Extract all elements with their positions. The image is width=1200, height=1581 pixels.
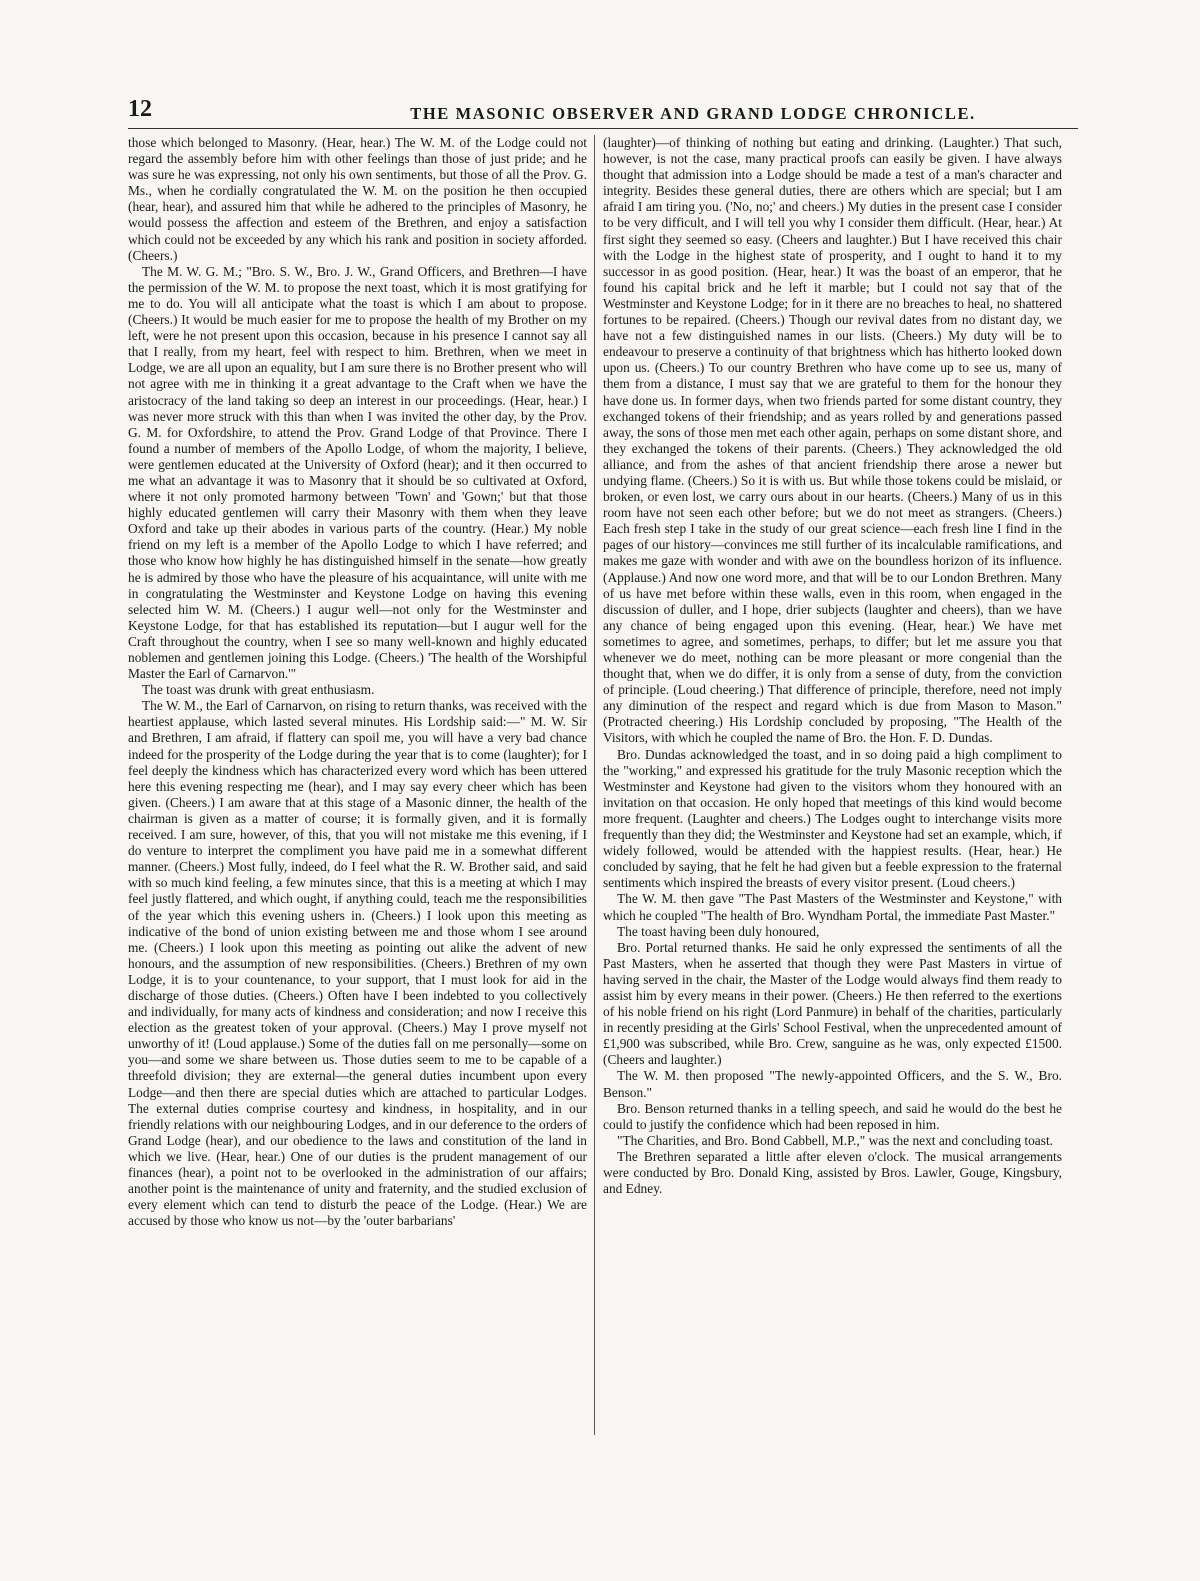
paragraph: The Brethren separated a little after eleven o'clock. The musical arrangements were conducted by Bro. Donald King, assisted by Bros. Lawler, Gouge, Kingsbury, and Edney. bbox=[603, 1148, 1062, 1197]
paragraph: The M. W. G. M.; "Bro. S. W., Bro. J. W., Grand Officers, and Brethren—I have the permission of the W. M. to propose the next toast, which it is most gratifying for me to do. You will all anticipate what the toast is which I am about to propose. (Cheers.) It would be much easier for me to propose the health of my Brother on my left, were he not present upon this occasion, because in his presence I cannot say all that I really, from my heart, feel with respect to him. Brethren, when we meet in Lodge, we are all upon an equality, but I am sure there is no Brother present who will not agree with me in thinking it a great advantage to the Craft when we have the aristocracy of the land taking so deep an interest in our proceedings. (Hear, hear.) I was never more struck with this than when I was invited the other day, by the Prov. G. M. for Oxfordshire, to attend the Prov. Grand Lodge of that Province. There I found a number of members of the Apollo Lodge, of whom the majority, I believe, were gentlemen educated at the University of Oxford (hear); and it then occurred to me what an advantage it was to Masonry that it should be so cultivated at Oxford, where it not only promoted harmony between 'Town' and 'Gown;' but that those highly educated gentlemen will carry their Masonry with them when they leave Oxford and take up their abodes in various parts of the country. (Hear.) My noble friend on my left is a member of the Apollo Lodge to which I have referred; and those who know how highly he has distinguished himself in the senate—how greatly he is admired by those who have the pleasure of his acquaintance, will unite with me in congratulating the Westminster and Keystone Lodge on having this evening selected him W. M. (Cheers.) I augur well—not only for the Westminster and Keystone Lodge, for that has established its reputation—but I augur well for the Craft throughout the country, when I see so many well-known and highly educated noblemen and gentlemen joining this Lodge. (Cheers.) 'The health of the Worshipful Master the Earl of Carnarvon.'" bbox=[128, 263, 587, 682]
paragraph: The toast having been duly honoured, bbox=[617, 923, 820, 939]
paragraph: The W. M., the Earl of Carnarvon, on rising to return thanks, was received with the heartiest applause, which lasted several minutes. His Lordship said:—" M. W. Sir and Brethren, I am afraid, if flattery can spoil me, you will have a very bad chance indeed for the prosperity of the Lodge during the year that is to come (laughter); for I feel deeply the kindness which has characterized every word which has been uttered here this evening respecting me (hear), and I may say every cheer which has been given. (Cheers.) I am aware that at this stage of a Masonic dinner, the health of the chairman is given as a matter of course; it is formally given, and it is formally received. I am sure, however, of this, that you will not mistake me this evening, if I do venture to interpret the compliment you have paid me in a somewhat different manner. (Cheers.) Most fully, indeed, do I feel what the R. W. Brother said, and said with so much kind feeling, a few minutes since, that this is a meeting at which I may feel justly flattered, and which ought, if anything could, teach me the responsibilities of the year which this evening ushers in. (Cheers.) I look upon this meeting as indicative of the bond of union existing between me and those whom I see around me. (Cheers.) I look upon this meeting as pointing out alike the advent of new honours, and the assumption of new responsibilities. (Cheers.) Brethren of my own Lodge, it is to your countenance, to your support, that I must look for aid in the discharge of those duties. (Cheers.) Often have I been indebted to you collectively and individually, for many acts of kindness and consideration; and now I receive this election as the greatest token of your approval. (Cheers.) May I prove myself not unworthy of it! (Loud applause.) Some of the duties fall on me personally—some on you—and some we share between us. Those duties seem to me to be capable of a threefold division; they are external—the general duties incumbent upon every Lodge—and then there are special duties which are attached to particular Lodges. The external duties comprise courtesy and kindness, in hospitality, and in our friendly relations with our neighbouring Lodges, and in our deference to the orders of Grand Lodge (hear), and our obedience to the laws and constitution of the land in which we live. (Hear, hear.) One of our duties is the prudent management of our finances (hear), a point not to be overlooked in the administration of our affairs; another point is the maintenance of unity and fraternity, and the studied exclusion of every element which can tend to disturb the peace of the Lodge. (Hear.) We are accused by those who know us not—by the 'outer barbarians' bbox=[128, 698, 587, 1229]
header-rule bbox=[128, 128, 1078, 129]
running-title: THE MASONIC OBSERVER AND GRAND LODGE CHRONICLE. bbox=[410, 104, 976, 123]
paragraph: The W. M. then proposed "The newly-appointed Officers, and the S. W., Bro. Benson." bbox=[603, 1068, 1062, 1100]
paragraph: Bro. Dundas acknowledged the toast, and in so doing paid a high compliment to the "working," and expressed his gratitude for the truly Masonic reception which the Westminster and Keystone had given to the visitors whom they honoured with an invitation on that occasion. He only hoped that meetings of this kind would become more frequent. (Laughter and cheers.) The Lodges ought to interchange visits more frequently than they did; the Westminster and Keystone had set an example, which, if widely followed, would be attended with the happiest results. (Hear, hear.) He concluded by saying, that he felt he had given but a feeble expression to the fraternal sentiments which inspired the breasts of every visitor present. (Loud cheers.) bbox=[603, 746, 1062, 891]
right-column bbox=[603, 135, 1062, 1197]
paragraph: The W. M. then gave "The Past Masters of the Westminster and Keystone," with which he coupled "The health of Bro. Wyndham Portal, the immediate Past Master." bbox=[603, 891, 1062, 923]
paragraph: Bro. Portal returned thanks. He said he only expressed the sentiments of all the Past Masters, when he asserted that though they were Past Masters in virtue of having served in the chair, the Master of the Lodge would always find them ready to assist him by every means in their power. (Cheers.) He then referred to the exertions of his noble friend on his right (Lord Panmure) in behalf of the charities, particularly in recently presiding at the Girls' School Festival, when the unprecedented amount of £1,900 was subscribed, while Bro. Crew, sanguine as he was, only expected £1500. (Cheers and laughter.) bbox=[603, 939, 1062, 1068]
paragraph: Bro. Benson returned thanks in a telling speech, and said he would do the best he could to justify the confidence which had been reposed in him. bbox=[603, 1100, 1062, 1132]
paragraph: those which belonged to Masonry. (Hear, hear.) The W. M. of the Lodge could not regard the assembly before him with other feelings than those of just pride; and he was sure he was expressing, not only his own sentiments, but those of all the Prov. G. Ms., when he cordially congratulated the W. M. on the position he then occupied (hear, hear), and assured him that while he adhered to the principles of Masonry, he would possess the affection and esteem of the Brethren, and enjoy a satisfaction which could not be exceeded by any which his rank and position in society afforded. (Cheers.) bbox=[128, 135, 587, 263]
column-rule bbox=[594, 135, 595, 1435]
page-header bbox=[128, 96, 1078, 126]
paragraph: The toast was drunk with great enthusiasm. bbox=[142, 682, 375, 698]
page-number: 12 bbox=[128, 96, 152, 122]
paragraph: (laughter)—of thinking of nothing but eating and drinking. (Laughter.) That such, however, is not the case, many practical proofs can easily be given. I have always thought that admission into a Lodge should be made a test of a man's character and integrity. Besides these general duties, there are others which are special; but I am afraid I am tiring you. ('No, no;' and cheers.) My duties in the present case I consider to be very difficult, and I will tell you why I consider them difficult. (Hear, hear.) At first sight they seemed so easy. (Cheers and laughter.) But I have received this chair with the Lodge in the highest state of prosperity, and I ought to hand it to my successor in as good position. (Hear, hear.) It was the boast of an emperor, that he found his capital brick and he left it marble; but I could not say that of the Westminster and Keystone Lodge; for in it there are no breaches to heal, no shattered fortunes to be repaired. (Cheers.) Though our revival dates from no distant day, we have not a few distinguished names in our lists. (Cheers.) My duty will be to endeavour to preserve a continuity of that brightness which has hitherto looked down upon us. (Cheers.) To our country Brethren who have come up to see us, many of them from a distance, I must say that we are grateful to them for the honour they have done us. In former days, when two friends parted for some distant country, they exchanged tokens of their friendship; and as years rolled by and generations passed away, the sons of those men met each other again, perhaps on some distant shore, and they exchanged the tokens of their parents. (Cheers.) They acknowledged the old alliance, and from the ashes of that ancient friendship there arose a newer but undying flame. (Cheers.) So it is with us. But while those tokens could be mislaid, or broken, or even lost, we carry ours about in our hearts. (Cheers.) Many of us in this room have not seen each other before; but we do not meet as strangers. (Cheers.) Each fresh step I take in the study of our great science—each fresh line I find in the pages of our history—convinces me still further of its incalculable ramifications, and makes me gaze with wonder and with awe on the boundless horizon of its influence. (Applause.) And now one word more, and that will be to our London Brethren. Many of us have met before within these walls, even in this room, when engaged in the discussion of duller, and I hope, drier subjects (laughter and cheers), than we have any chance of being engaged upon this evening. (Hear, hear.) We have met sometimes to agree, and sometimes, perhaps, to differ; but let me assure you that whenever we do meet, nothing can be more pleasant or more congenial than the thought that, when we do differ, it is only from a sense of duty, from the conviction of principle. (Loud cheering.) That difference of principle, therefore, need not imply any diminution of the respect and regard which is due from Mason to Mason." (Protracted cheering.) His Lordship concluded by proposing, "The Health of the Visitors, with which he coupled the name of Bro. the Hon. F. D. Dundas. bbox=[603, 135, 1062, 746]
paragraph: "The Charities, and Bro. Bond Cabbell, M.P.," was the next and concluding toast. bbox=[617, 1132, 1054, 1148]
left-column bbox=[128, 135, 587, 1229]
